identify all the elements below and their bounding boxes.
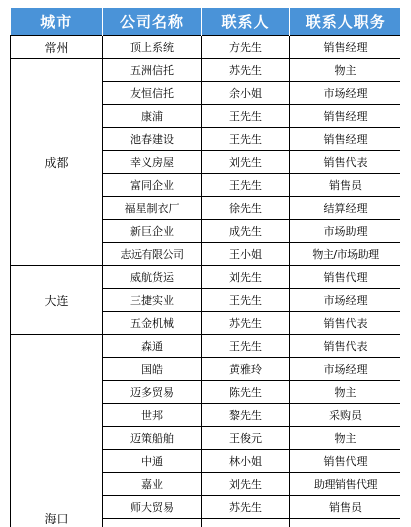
company-cell[interactable]: 师大贸易: [103, 496, 202, 519]
title-cell[interactable]: 市场经理: [290, 358, 401, 381]
company-cell[interactable]: 中通: [103, 450, 202, 473]
title-cell[interactable]: 物主: [290, 427, 401, 450]
company-cell[interactable]: 五洲信托: [103, 59, 202, 82]
table-row: [11, 266, 401, 289]
title-cell[interactable]: 物主/市场助理: [290, 243, 401, 266]
contact-cell[interactable]: 苏先生: [202, 59, 290, 82]
title-cell[interactable]: 销售代表: [290, 335, 401, 358]
header-company-name[interactable]: 公司名称: [103, 8, 202, 36]
title-cell[interactable]: 市场助理: [290, 220, 401, 243]
contact-cell[interactable]: 王先生: [202, 335, 290, 358]
city-cell[interactable]: 常州: [11, 36, 103, 59]
header-row: [11, 8, 401, 36]
contact-cell[interactable]: 黎先生: [202, 404, 290, 427]
contact-cell[interactable]: 方先生: [202, 36, 290, 59]
contact-table: [10, 8, 400, 527]
title-cell[interactable]: 销售经理: [290, 128, 401, 151]
table-row: [11, 335, 401, 358]
company-cell[interactable]: 顶上系统: [103, 36, 202, 59]
title-cell[interactable]: 市场经理: [290, 289, 401, 312]
header-contact-title[interactable]: 联系人职务: [290, 8, 401, 36]
title-cell[interactable]: 物主: [290, 59, 401, 82]
company-cell[interactable]: 康浦: [103, 105, 202, 128]
title-cell[interactable]: 销售经理: [290, 36, 401, 59]
company-cell[interactable]: 国皓: [103, 358, 202, 381]
title-cell[interactable]: 销售员: [290, 174, 401, 197]
header-city[interactable]: 城市: [11, 8, 103, 36]
contact-cell[interactable]: 徐先生: [202, 197, 290, 220]
company-cell[interactable]: 幸义房屋: [103, 151, 202, 174]
contact-cell[interactable]: 王先生: [202, 174, 290, 197]
contact-cell[interactable]: 刘先生: [202, 473, 290, 496]
contact-cell[interactable]: 王小姐: [202, 243, 290, 266]
company-cell[interactable]: 富同企业: [103, 174, 202, 197]
contact-cell[interactable]: 王先生: [202, 105, 290, 128]
contact-cell[interactable]: 林小姐: [202, 450, 290, 473]
contact-cell[interactable]: 王先生: [202, 289, 290, 312]
company-cell[interactable]: 迈策船舶: [103, 427, 202, 450]
header-contact-person[interactable]: 联系人: [202, 8, 290, 36]
company-cell[interactable]: 志远有限公司: [103, 243, 202, 266]
title-cell[interactable]: 结算经理: [290, 197, 401, 220]
title-cell[interactable]: 销售员: [290, 496, 401, 519]
title-cell[interactable]: 销售代理: [290, 450, 401, 473]
contact-cell[interactable]: 黄雅玲: [202, 358, 290, 381]
title-cell[interactable]: 采购员: [290, 404, 401, 427]
title-cell[interactable]: [290, 519, 401, 527]
contact-cell[interactable]: [202, 519, 290, 527]
city-cell[interactable]: 大连: [11, 266, 103, 335]
contact-cell[interactable]: 陈先生: [202, 381, 290, 404]
contact-cell[interactable]: 王先生: [202, 128, 290, 151]
contact-cell[interactable]: 刘先生: [202, 266, 290, 289]
company-cell[interactable]: 友恒信托: [103, 82, 202, 105]
title-cell[interactable]: 销售经理: [290, 105, 401, 128]
title-cell[interactable]: 销售代表: [290, 312, 401, 335]
company-cell[interactable]: 森通: [103, 335, 202, 358]
title-cell[interactable]: 销售代理: [290, 266, 401, 289]
company-cell[interactable]: 新巨企业: [103, 220, 202, 243]
company-cell[interactable]: 池春建设: [103, 128, 202, 151]
company-cell[interactable]: 迈多贸易: [103, 381, 202, 404]
title-cell[interactable]: 市场经理: [290, 82, 401, 105]
city-cell[interactable]: 海口: [11, 335, 103, 527]
title-cell[interactable]: 物主: [290, 381, 401, 404]
contact-cell[interactable]: 苏先生: [202, 312, 290, 335]
company-cell[interactable]: 五金机械: [103, 312, 202, 335]
company-cell[interactable]: 嘉业: [103, 473, 202, 496]
contact-cell[interactable]: 成先生: [202, 220, 290, 243]
company-cell[interactable]: [103, 519, 202, 527]
company-cell[interactable]: 威航货运: [103, 266, 202, 289]
title-cell[interactable]: 助理销售代理: [290, 473, 401, 496]
contact-cell[interactable]: 王俊元: [202, 427, 290, 450]
contact-table-sheet: [10, 8, 400, 527]
title-cell[interactable]: 销售代表: [290, 151, 401, 174]
contact-cell[interactable]: 刘先生: [202, 151, 290, 174]
table-row: [11, 59, 401, 82]
company-cell[interactable]: 福星制衣厂: [103, 197, 202, 220]
contact-cell[interactable]: 苏先生: [202, 496, 290, 519]
company-cell[interactable]: 世邦: [103, 404, 202, 427]
table-row: [11, 36, 401, 59]
city-cell[interactable]: 成都: [11, 59, 103, 266]
contact-cell[interactable]: 余小姐: [202, 82, 290, 105]
company-cell[interactable]: 三捷实业: [103, 289, 202, 312]
